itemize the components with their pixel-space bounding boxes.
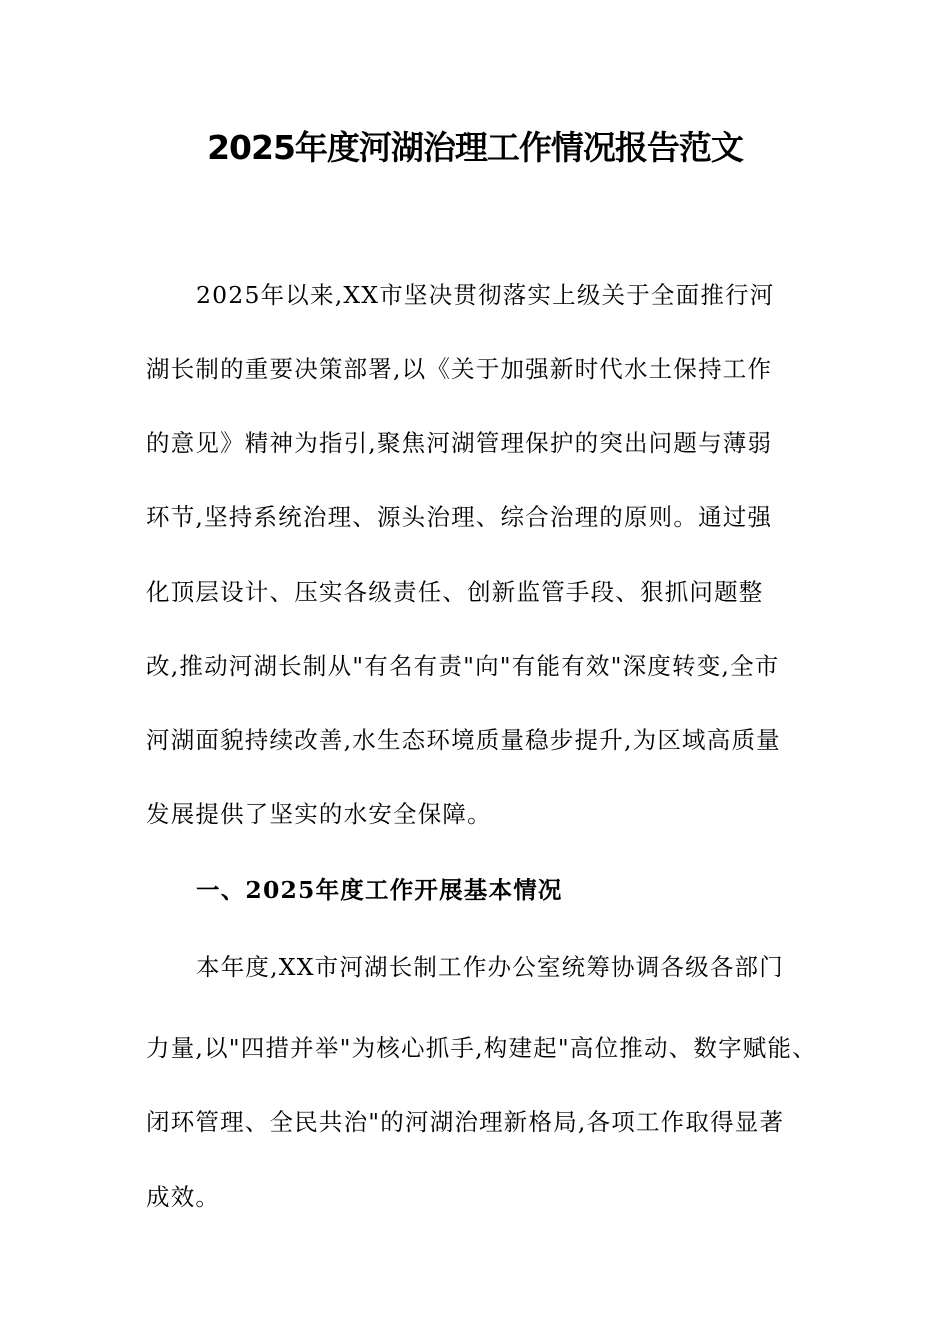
paragraph-line: 本年度,XX市河湖长制工作办公室统筹协调各级各部门 [196,953,784,981]
paragraph-line: 改,推动河湖长制从"有名有责"向"有能有效"深度转变,全市 [146,652,780,680]
paragraph-line: 发展提供了坚实的水安全保障。 [146,800,492,828]
paragraph-line: 力量,以"四措并举"为核心抓手,构建起"高位推动、数字赋能、 [146,1034,817,1062]
paragraph-line: 2025年以来,XX市坚决贯彻落实上级关于全面推行河 [196,281,775,309]
document-title: 2025年度河湖治理工作情况报告范文 [207,128,743,167]
section-heading: 一、2025年度工作开展基本情况 [196,876,563,904]
paragraph-line: 的意见》精神为指引,聚焦河湖管理保护的突出问题与薄弱 [146,429,773,457]
paragraph-line: 湖长制的重要决策部署,以《关于加强新时代水土保持工作 [146,355,773,383]
paragraph-line: 河湖面貌持续改善,水生态环境质量稳步提升,为区域高质量 [146,726,781,754]
paragraph-line: 成效。 [146,1183,221,1211]
paragraph-line: 环节,坚持系统治理、源头治理、综合治理的原则。通过强 [146,503,773,531]
paragraph-line: 闭环管理、全民共治"的河湖治理新格局,各项工作取得显著 [146,1108,785,1136]
paragraph-line: 化顶层设计、压实各级责任、创新监管手段、狠抓问题整 [146,578,764,606]
